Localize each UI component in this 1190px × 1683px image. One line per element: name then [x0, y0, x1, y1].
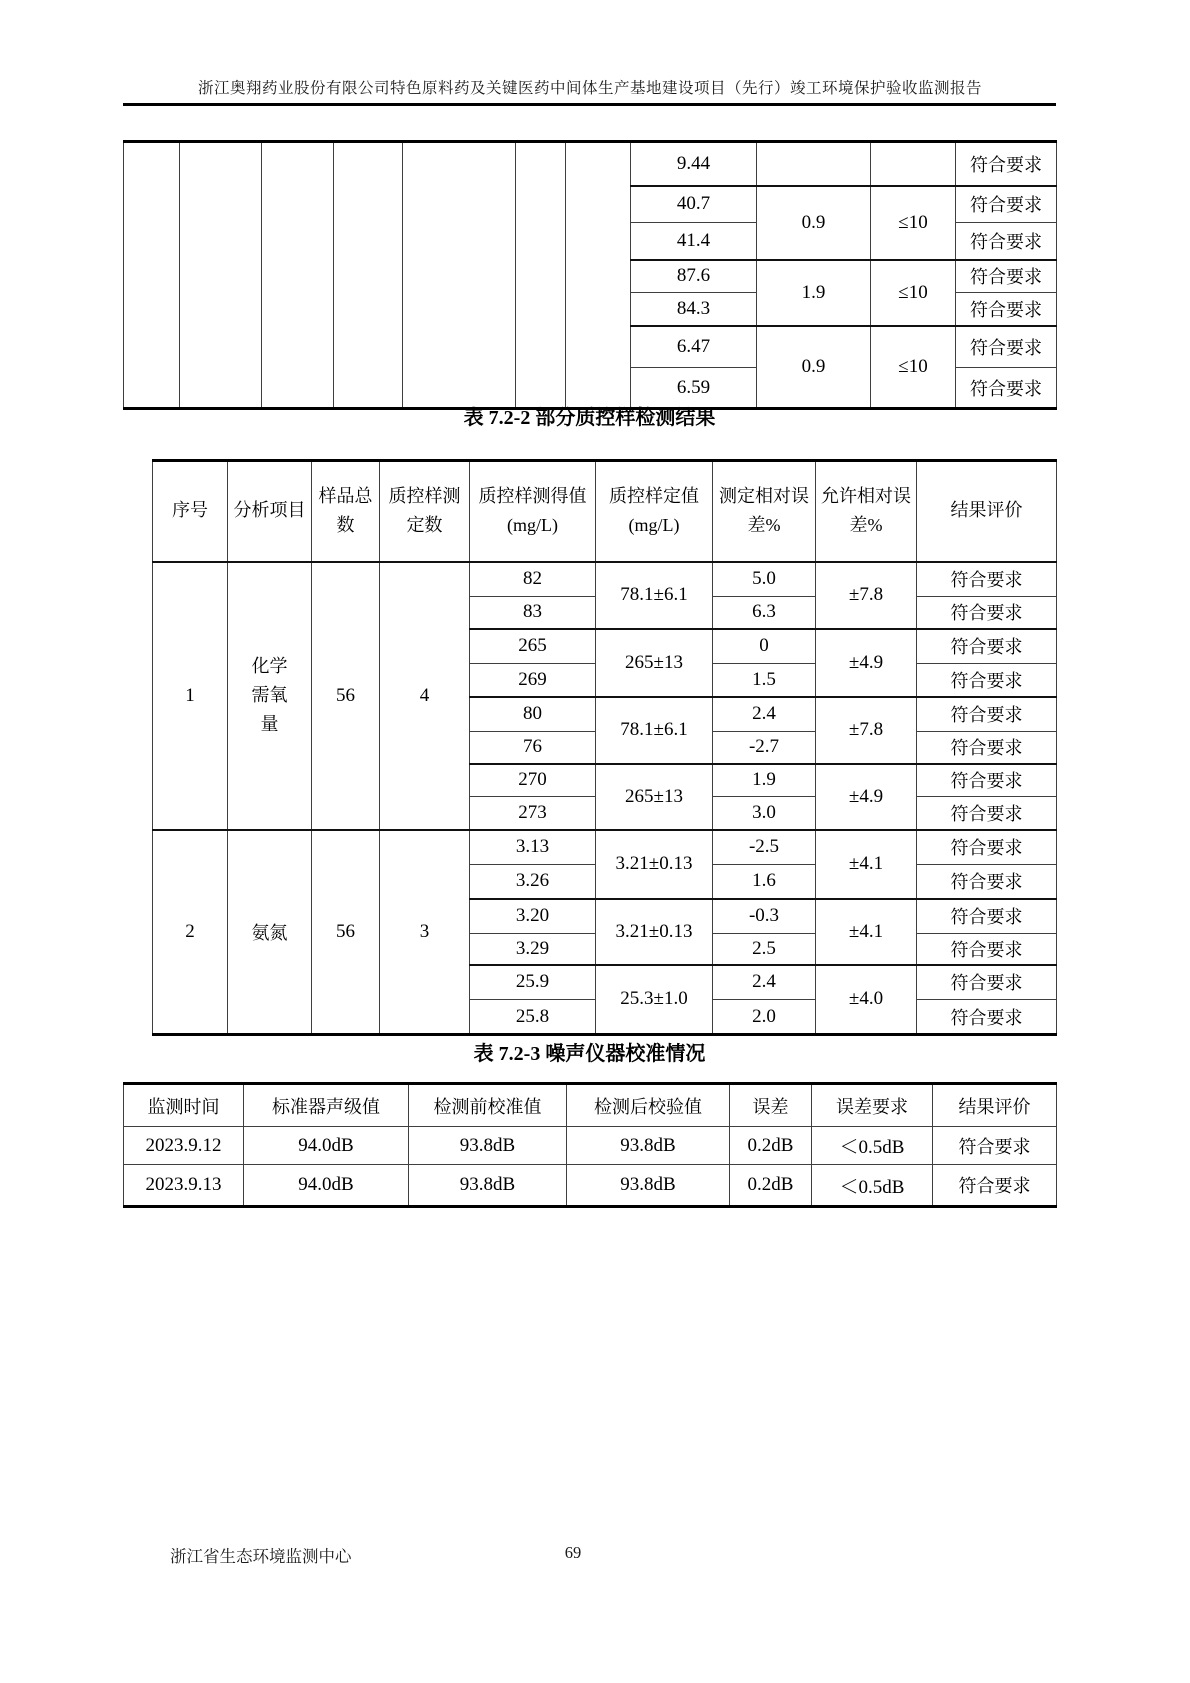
- pre-calibration-cell: 93.8dB: [409, 1127, 567, 1165]
- sample-total-cell: 56: [312, 562, 380, 830]
- result-cell: 符合要求: [933, 1127, 1057, 1165]
- certified-value-cell: 25.3±1.0: [596, 965, 713, 1035]
- result-cell: 符合要求: [917, 697, 1057, 732]
- measured-value-cell: 87.6: [631, 260, 757, 293]
- column-header: 测定相对误差%: [713, 461, 816, 562]
- relative-error-cell: 1.5: [713, 664, 816, 697]
- noise-calibration-table: [123, 1082, 1057, 1208]
- table-row: [153, 830, 1057, 865]
- table-row: [124, 1127, 1057, 1165]
- document-header-title: 浙江奥翔药业股份有限公司特色原料药及关键医药中间体生产基地建设项目（先行）竣工环境保护验收监测报告: [197, 80, 982, 97]
- column-header: 监测时间: [124, 1084, 244, 1127]
- allowed-deviation-cell: ≤10: [871, 326, 956, 409]
- relative-error-cell: 3.0: [713, 797, 816, 830]
- empty-cell: [180, 142, 262, 409]
- allowed-error-cell: ±4.1: [816, 830, 917, 899]
- measured-value-cell: 40.7: [631, 186, 757, 223]
- allowed-deviation-cell: [871, 142, 956, 186]
- pre-calibration-cell: 93.8dB: [409, 1165, 567, 1207]
- empty-cell: [124, 142, 180, 409]
- table-row: [124, 1165, 1057, 1207]
- result-cell: 符合要求: [956, 142, 1057, 186]
- measured-value-cell: 3.29: [470, 934, 596, 965]
- result-cell: 符合要求: [917, 865, 1057, 899]
- measured-value-cell: 3.13: [470, 830, 596, 865]
- column-header: 检测前校准值: [409, 1084, 567, 1127]
- certified-value-cell: 78.1±6.1: [596, 562, 713, 629]
- relative-error-cell: -2.7: [713, 732, 816, 764]
- table-row: [153, 562, 1057, 597]
- relative-error-cell: 1.9: [713, 764, 816, 797]
- table-header-row: [124, 1084, 1057, 1127]
- allowed-error-cell: ±7.8: [816, 562, 917, 629]
- measured-value-cell: 9.44: [631, 142, 757, 186]
- column-header: 误差: [730, 1084, 812, 1127]
- empty-cell: [516, 142, 566, 409]
- column-header: 分析项目: [228, 461, 312, 562]
- result-cell: 符合要求: [933, 1165, 1057, 1207]
- error-cell: 0.2dB: [730, 1127, 812, 1165]
- serial-cell: 1: [153, 562, 228, 830]
- relative-error-cell: 2.0: [713, 1000, 816, 1035]
- result-cell: 符合要求: [917, 764, 1057, 797]
- allowed-error-cell: ±7.8: [816, 697, 917, 764]
- result-cell: 符合要求: [956, 260, 1057, 293]
- column-header: 质控样测得值(mg/L): [470, 461, 596, 562]
- sample-total-cell: 56: [312, 830, 380, 1035]
- empty-cell: [334, 142, 403, 409]
- column-header: 样品总数: [312, 461, 380, 562]
- table-722-title: 表 7.2-2 部分质控样检测结果: [463, 407, 716, 429]
- certified-value-cell: 78.1±6.1: [596, 697, 713, 764]
- error-cell: 0.2dB: [730, 1165, 812, 1207]
- result-cell: 符合要求: [917, 830, 1057, 865]
- page-number: 69: [564, 1543, 582, 1562]
- measured-value-cell: 3.20: [470, 899, 596, 934]
- column-header: 误差要求: [812, 1084, 933, 1127]
- error-requirement-cell: ＜0.5dB: [812, 1165, 933, 1207]
- qc-sample-results-table: [152, 459, 1057, 1036]
- standard-level-cell: 94.0dB: [244, 1127, 409, 1165]
- relative-error-cell: 0: [713, 629, 816, 664]
- relative-error-cell: -2.5: [713, 830, 816, 865]
- relative-error-cell: 2.4: [713, 697, 816, 732]
- result-cell: 符合要求: [917, 664, 1057, 697]
- result-cell: 符合要求: [917, 797, 1057, 830]
- column-header: 质控样定值(mg/L): [596, 461, 713, 562]
- relative-error-cell: 2.4: [713, 965, 816, 1000]
- measured-value-cell: 270: [470, 764, 596, 797]
- monitor-date-cell: 2023.9.13: [124, 1165, 244, 1207]
- empty-cell: [566, 142, 631, 409]
- empty-cell: [262, 142, 334, 409]
- relative-deviation-cell: 1.9: [757, 260, 871, 326]
- certified-value-cell: 265±13: [596, 629, 713, 697]
- column-header: 结果评价: [933, 1084, 1057, 1127]
- certified-value-cell: 3.21±0.13: [596, 830, 713, 899]
- allowed-deviation-cell: ≤10: [871, 260, 956, 326]
- relative-error-cell: 2.5: [713, 934, 816, 965]
- result-cell: 符合要求: [956, 293, 1057, 326]
- result-cell: 符合要求: [917, 732, 1057, 764]
- column-header: 检测后校验值: [567, 1084, 730, 1127]
- measured-value-cell: 25.8: [470, 1000, 596, 1035]
- table-row: [124, 142, 1057, 186]
- qc-count-cell: 3: [380, 830, 470, 1035]
- measured-value-cell: 80: [470, 697, 596, 732]
- header-divider: [123, 103, 1056, 106]
- result-cell: 符合要求: [917, 629, 1057, 664]
- column-header: 允许相对误差%: [816, 461, 917, 562]
- error-requirement-cell: ＜0.5dB: [812, 1127, 933, 1165]
- measured-value-cell: 82: [470, 562, 596, 597]
- table-header-row: [153, 461, 1057, 562]
- relative-deviation-cell: 0.9: [757, 326, 871, 409]
- measured-value-cell: 269: [470, 664, 596, 697]
- result-cell: 符合要求: [917, 934, 1057, 965]
- allowed-error-cell: ±4.9: [816, 629, 917, 697]
- relative-deviation-cell: 0.9: [757, 186, 871, 260]
- analysis-item-cell: 氨氮: [228, 830, 312, 1035]
- allowed-deviation-cell: ≤10: [871, 186, 956, 260]
- analysis-item-label: 化学需氧量: [251, 656, 288, 734]
- column-header: 标准器声级值: [244, 1084, 409, 1127]
- measured-value-cell: 83: [470, 597, 596, 629]
- result-cell: 符合要求: [956, 368, 1057, 409]
- measured-value-cell: 273: [470, 797, 596, 830]
- column-header: 质控样测定数: [380, 461, 470, 562]
- analysis-item-cell: [228, 562, 312, 830]
- result-cell: 符合要求: [917, 1000, 1057, 1035]
- table-723-title: 表 7.2-3 噪声仪器校准情况: [473, 1043, 706, 1065]
- monitor-date-cell: 2023.9.12: [124, 1127, 244, 1165]
- column-header: 序号: [153, 461, 228, 562]
- result-cell: 符合要求: [956, 223, 1057, 260]
- result-cell: 符合要求: [956, 326, 1057, 368]
- qc-results-continuation-table: [123, 140, 1057, 410]
- relative-error-cell: 1.6: [713, 865, 816, 899]
- serial-cell: 2: [153, 830, 228, 1035]
- result-cell: 符合要求: [917, 899, 1057, 934]
- allowed-error-cell: ±4.9: [816, 764, 917, 830]
- certified-value-cell: 265±13: [596, 764, 713, 830]
- measured-value-cell: 265: [470, 629, 596, 664]
- post-calibration-cell: 93.8dB: [567, 1127, 730, 1165]
- result-cell: 符合要求: [917, 562, 1057, 597]
- relative-deviation-cell: [757, 142, 871, 186]
- empty-cell: [403, 142, 516, 409]
- measured-value-cell: 6.59: [631, 368, 757, 409]
- measured-value-cell: 6.47: [631, 326, 757, 368]
- measured-value-cell: 84.3: [631, 293, 757, 326]
- allowed-error-cell: ±4.0: [816, 965, 917, 1035]
- post-calibration-cell: 93.8dB: [567, 1165, 730, 1207]
- qc-count-cell: 4: [380, 562, 470, 830]
- measured-value-cell: 41.4: [631, 223, 757, 260]
- result-cell: 符合要求: [956, 186, 1057, 223]
- relative-error-cell: 5.0: [713, 562, 816, 597]
- measured-value-cell: 76: [470, 732, 596, 764]
- standard-level-cell: 94.0dB: [244, 1165, 409, 1207]
- result-cell: 符合要求: [917, 965, 1057, 1000]
- result-cell: 符合要求: [917, 597, 1057, 629]
- allowed-error-cell: ±4.1: [816, 899, 917, 965]
- measured-value-cell: 25.9: [470, 965, 596, 1000]
- certified-value-cell: 3.21±0.13: [596, 899, 713, 965]
- measured-value-cell: 3.26: [470, 865, 596, 899]
- relative-error-cell: 6.3: [713, 597, 816, 629]
- relative-error-cell: -0.3: [713, 899, 816, 934]
- column-header: 结果评价: [917, 461, 1057, 562]
- footer-organization: 浙江省生态环境监测中心: [170, 1547, 352, 1566]
